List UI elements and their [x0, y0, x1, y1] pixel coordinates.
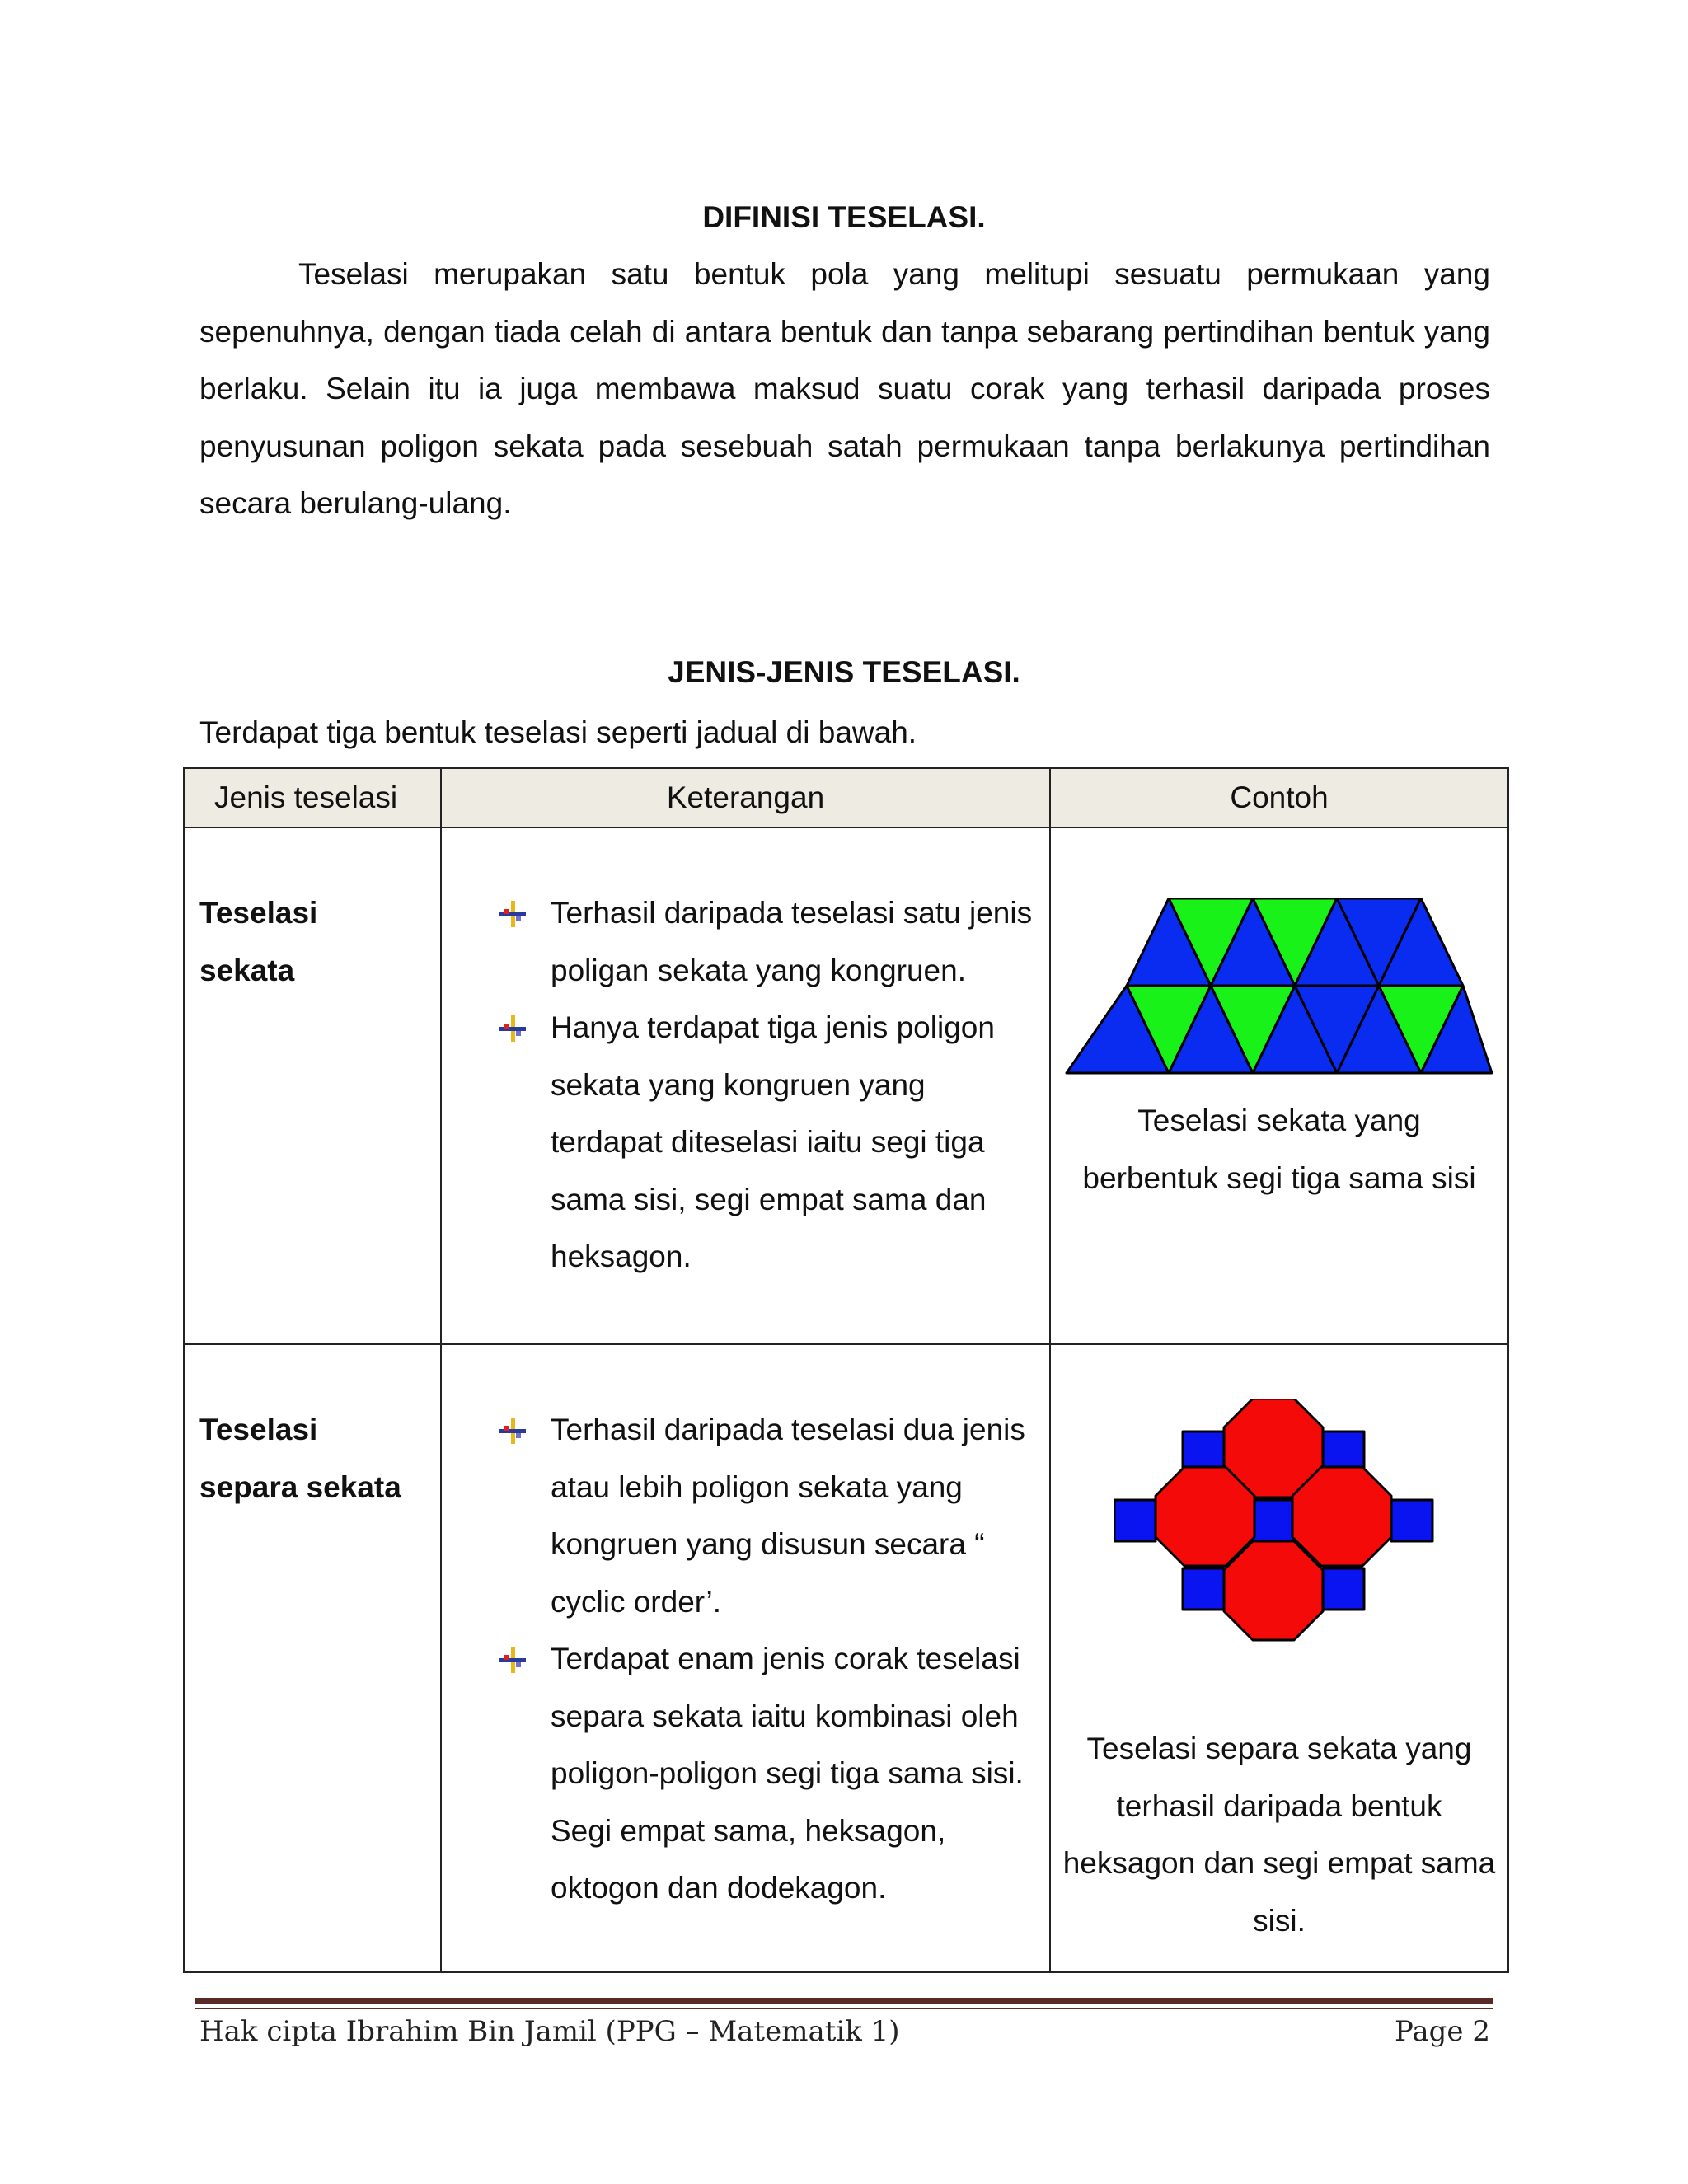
- table-row: [184, 1344, 1508, 1972]
- header-description: Keterangan: [441, 768, 1050, 827]
- type-description: [441, 1344, 1050, 1972]
- definition-paragraph: Teselasi merupakan satu bentuk pola yang melitupi sesuatu permukaan yang sepenuhnya, dengan tiada celah di antara bentuk dan tanpa sebarang pertindihan bentuk yang berlaku. Selain itu ia juga membawa maksud suatu corak yang terhasil daripada proses penyusunan poligon sekata pada sesebuah satah permukaan tanpa berlakunya pertindihan secara berulang-ulang.: [199, 257, 1490, 520]
- arrow-bullet-icon: [498, 899, 528, 929]
- footer-rule-thin: [195, 2008, 1493, 2009]
- bullet-text: Hanya terdapat tiga jenis poligon sekata yang kongruen yang terdapat diteselasi iaitu segi tiga sama sisi, segi empat sama dan heksagon.: [551, 1010, 995, 1273]
- bullet-list: [442, 1401, 1033, 1917]
- footer-rule: [195, 1998, 1493, 2004]
- types-title: JENIS-JENIS TESELASI.: [668, 655, 1020, 689]
- type-name-line: separa sekata: [199, 1469, 401, 1504]
- type-name-line: sekata: [199, 953, 295, 987]
- definition-title: DIFINISI TESELASI.: [702, 200, 986, 234]
- example-caption: Teselasi sekata yang berbentuk segi tiga sama sisi: [1082, 1104, 1476, 1195]
- triangle-tessellation-figure: [1065, 898, 1493, 1084]
- bullet-text: Terhasil daripada teselasi satu jenis poligan sekata yang kongruen.: [551, 896, 1033, 987]
- list-item: [551, 1401, 1033, 1630]
- arrow-bullet-icon: [498, 1645, 528, 1675]
- table-row: [184, 827, 1508, 1344]
- bullet-list: [442, 884, 1033, 1286]
- header-type: Jenis teselasi: [184, 768, 441, 827]
- octagon-square-tessellation-figure: [1114, 1399, 1444, 1646]
- tessellation-table: [183, 767, 1509, 1973]
- arrow-bullet-icon: [498, 1014, 528, 1043]
- list-item: [551, 1630, 1033, 1917]
- types-intro: Terdapat tiga bentuk teselasi seperti jadual di bawah.: [199, 715, 917, 749]
- footer-copyright: Hak cipta Ibrahim Bin Jamil (PPG – Matematik 1): [199, 2015, 900, 2048]
- type-name-line: Teselasi: [199, 1413, 318, 1446]
- list-item: [551, 999, 1033, 1286]
- type-name-line: Teselasi: [199, 896, 318, 930]
- bullet-text: Terhasil daripada teselasi dua jenis atau lebih poligon sekata yang kongruen yang disusun secara “ cyclic order’.: [551, 1413, 1025, 1619]
- header-example: Contoh: [1050, 768, 1508, 827]
- list-item: [551, 884, 1033, 999]
- example-caption: Teselasi separa sekata yang terhasil daripada bentuk heksagon dan segi empat sama sisi.: [1062, 1732, 1496, 1938]
- type-description: [441, 827, 1050, 1344]
- example-cell: [1050, 1344, 1508, 1972]
- page-number: Page 2: [1395, 2015, 1490, 2048]
- table-header-row: [184, 768, 1508, 827]
- type-name: [184, 827, 441, 1344]
- example-cell: [1050, 827, 1508, 1344]
- arrow-bullet-icon: [498, 1416, 528, 1446]
- bullet-text: Terdapat enam jenis corak teselasi separa sekata iaitu kombinasi oleh poligon-poligon segi tiga sama sisi. Segi empat sama, heksagon, oktogon dan dodekagon.: [551, 1642, 1024, 1905]
- type-name: [184, 1344, 441, 1972]
